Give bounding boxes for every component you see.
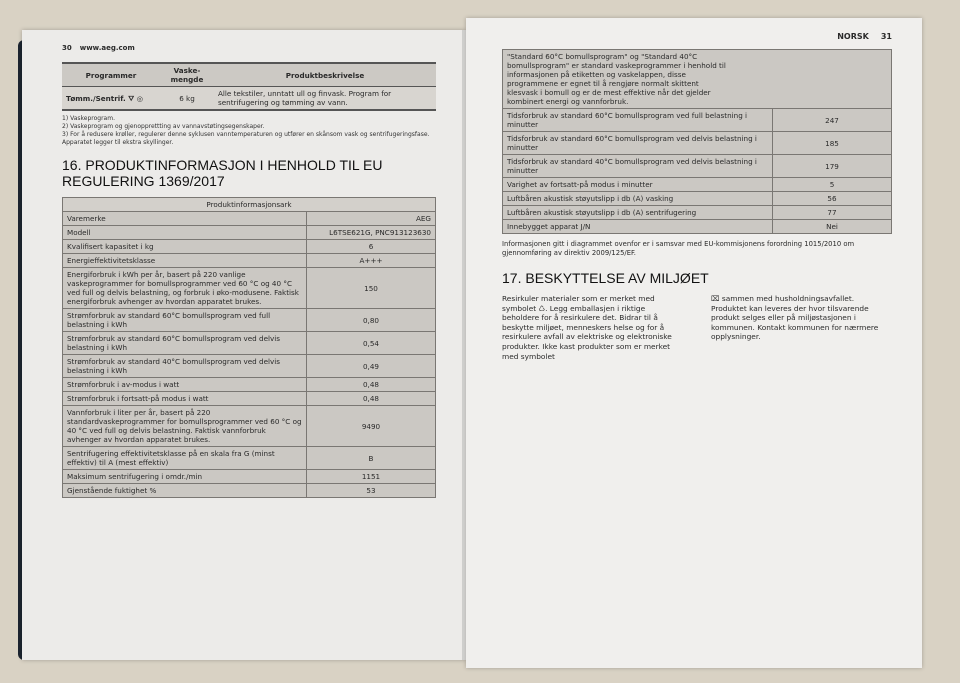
row-value: AEG <box>307 212 436 226</box>
row-value: 0,48 <box>307 378 436 392</box>
amount-header: Vaske- mengde <box>160 63 214 87</box>
row-label: Kvalifisert kapasitet i kg <box>63 240 307 254</box>
program-description: Alle tekstiler, unntatt ull og finvask. Program for sentrifugering og tømming av vann. <box>214 87 436 111</box>
footnotes <box>62 115 436 147</box>
program-amount: 6 kg <box>160 87 214 111</box>
page-number-left: 30 <box>62 44 72 52</box>
row-label: Strømforbruk av standard 40°C bomullsprogram ved delvis belastning i kWh <box>63 355 307 378</box>
row-value: 0,54 <box>307 332 436 355</box>
row-label: Luftbåren akustisk støyutslipp i db (A) vasking <box>503 192 773 206</box>
table-row <box>63 226 436 240</box>
table-row <box>503 206 892 220</box>
table-row <box>503 192 892 206</box>
program-name: Tømm./Sentrif. ⛛ ◎ <box>62 87 160 111</box>
row-value: 150 <box>307 268 436 309</box>
table-row <box>63 447 436 470</box>
program-table <box>62 62 436 111</box>
section-17-title: 17. BESKYTTELSE AV MILJØET <box>502 270 709 286</box>
table-row <box>63 470 436 484</box>
table-row <box>63 392 436 406</box>
environment-column-1: Resirkuler materialer som er merket med symbolet ♺. Legg emballasjen i riktige beholdere for å resirkulere det. Bidrar til å beskytte miljøet, menneskers helse og for å resirkulere avfall av elektriske og elektroniske produkter. Ikke kast produkter som er merket med symbolet <box>502 294 672 361</box>
standard-programs-text: "Standard 60°C bomullsprogram" og "Standard 40°C bomullsprogram" er standard vaskeprogrammer i henhold til informasjonen på etiketten og vaskelappen, disse programmene er egnet til å rengjøre normalt skittent klesvask i bomull og er de mest effektive når det gjelder kombinert energi og vannforbruk. <box>503 50 892 109</box>
row-value: 77 <box>773 206 892 220</box>
row-label: Varighet av fortsatt-på modus i minutter <box>503 178 773 192</box>
row-label: Tidsforbruk av standard 60°C bomullsprogram ved full belastning i minutter <box>503 109 773 132</box>
language-label: NORSK <box>837 32 869 41</box>
environment-text <box>502 294 892 361</box>
environment-column-2: ⌧ sammen med husholdningsavfallet. Produktet kan leveres der hvor tilsvarende produkt selges eller på miljøstasjonen i kommunen. Kontakt kommunen for nærmere opplysninger. <box>711 294 879 342</box>
row-value: 6 <box>307 240 436 254</box>
row-value: 0,80 <box>307 309 436 332</box>
left-page-header <box>62 44 436 52</box>
table-row <box>503 155 892 178</box>
description-header: Produktbeskrivelse <box>214 63 436 87</box>
row-label: Luftbåren akustisk støyutslipp i db (A) sentrifugering <box>503 206 773 220</box>
row-label: Strømforbruk av standard 60°C bomullsprogram ved delvis belastning i kWh <box>63 332 307 355</box>
row-label: Tidsforbruk av standard 40°C bomullsprogram ved delvis belastning i minutter <box>503 155 773 178</box>
row-label: Vannforbruk i liter per år, basert på 220 standardvaskeprogrammer for bomullsprogrammer ved 60 °C og 40 °C ved full og delvis belastning. Faktisk vannforbruk avhenger av hvordan apparatet brukes. <box>63 406 307 447</box>
table-row <box>63 332 436 355</box>
left-page <box>22 30 466 660</box>
row-label: Gjenstående fuktighet % <box>63 484 307 498</box>
footnote-2: 2) Vaskeprogram og gjenopprettting av vannavstøtingsegenskaper. <box>62 123 265 130</box>
row-label: Innebygget apparat J/N <box>503 220 773 234</box>
time-noise-table <box>502 49 892 234</box>
row-label: Energieffektivitetsklasse <box>63 254 307 268</box>
row-label: Strømforbruk av standard 60°C bomullsprogram ved full belastning i kWh <box>63 309 307 332</box>
row-value: 0,49 <box>307 355 436 378</box>
row-label: Maksimum sentrifugering i omdr./min <box>63 470 307 484</box>
eu-regulation-note: Informasjonen gitt i diagrammet ovenfor er i samsvar med EU-kommisjonens forordning 1015/2010 om gjennomføring av direktiv 2009/125/EF. <box>502 240 855 257</box>
table-row <box>63 309 436 332</box>
program-header: Programmer <box>62 63 160 87</box>
table-row <box>63 406 436 447</box>
right-page-header <box>502 32 892 41</box>
table-row <box>503 132 892 155</box>
page-url: www.aeg.com <box>79 44 135 52</box>
row-label: Tidsforbruk av standard 60°C bomullsprogram ved delvis belastning i minutter <box>503 132 773 155</box>
row-value: 185 <box>773 132 892 155</box>
table-row <box>63 212 436 226</box>
table-row <box>503 109 892 132</box>
row-label: Strømforbruk i fortsatt-på modus i watt <box>63 392 307 406</box>
row-label: Strømforbruk i av-modus i watt <box>63 378 307 392</box>
table-row <box>63 254 436 268</box>
row-value: 247 <box>773 109 892 132</box>
table-row <box>503 220 892 234</box>
row-value: L6TSE621G, PNC913123630 <box>307 226 436 240</box>
row-label: Energiforbruk i kWh per år, basert på 220 vanlige vaskeprogrammer for bomullsprogrammer ved 60 °C og 40 °C ved full og delvis belastning, og forbruk i øko-modusene. Faktisk energiforbruk avhenger av hvordan apparatet brukes. <box>63 268 307 309</box>
row-value: 0,48 <box>307 392 436 406</box>
table-row <box>63 484 436 498</box>
row-value: A+++ <box>307 254 436 268</box>
row-value: B <box>307 447 436 470</box>
row-value: 53 <box>307 484 436 498</box>
table-row <box>63 240 436 254</box>
table-row <box>63 268 436 309</box>
row-value: 5 <box>773 178 892 192</box>
row-value: 56 <box>773 192 892 206</box>
footnote-1: 1) Vaskeprogram. <box>62 115 115 122</box>
section-16-title: 16. PRODUKTINFORMASJON I HENHOLD TIL EU REGULERING 1369/2017 <box>62 157 383 189</box>
table-row <box>63 378 436 392</box>
row-value: Nei <box>773 220 892 234</box>
footnote-3: 3) For å redusere krøller, regulerer denne syklusen vanntemperaturen og utfører en skånsom vask og sentrifugeringsfase. Apparatet legger til ekstra skyllinger. <box>62 131 430 146</box>
row-value: 9490 <box>307 406 436 447</box>
row-value: 1151 <box>307 470 436 484</box>
row-value: 179 <box>773 155 892 178</box>
product-info-table <box>62 197 436 498</box>
row-label: Modell <box>63 226 307 240</box>
row-label: Varemerke <box>63 212 307 226</box>
right-page <box>466 18 922 668</box>
row-label: Sentrifugering effektivitetsklasse på en skala fra G (minst effektiv) til A (mest effektiv) <box>63 447 307 470</box>
table-row <box>503 178 892 192</box>
info-table-caption: Produktinformasjonsark <box>63 198 436 212</box>
page-number-right: 31 <box>880 32 892 41</box>
table-row <box>63 355 436 378</box>
